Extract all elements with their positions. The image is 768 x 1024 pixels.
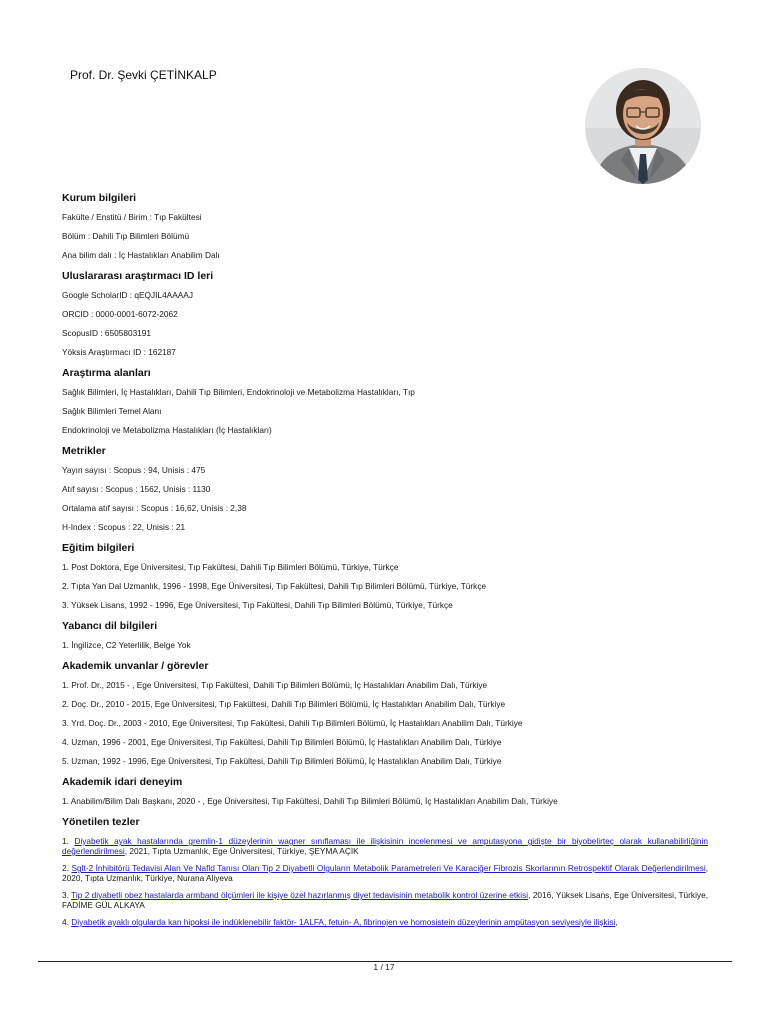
section-unvanlar <box>62 659 708 775</box>
section-tezler <box>62 815 708 927</box>
info-line: ScopusID : 6505803191 <box>62 328 152 338</box>
thesis-link[interactable]: Diyabetik ayak hastalarında gremlin-1 düzeylerinin wagner sınıflaması ile ilişkisinin incelenmesi ve amputasyona gidişte bir biyobelirteç olarak kullanabilirliğinin değerlendirilmesi <box>62 836 708 856</box>
info-line: Sağlık Bilimleri Temel Alanı <box>62 406 162 416</box>
thesis-link[interactable]: Sglt-2 İnhibitörü Tedavisi Alan Ve Nafld Tanısı Olan Tip 2 Diyabetli Olguların Metabolik Parametreleri Ve Karaciğer Fibrozis Skorlarının Retrospektif Olarak Değerlendirilmesi <box>71 863 706 873</box>
section-idari <box>62 775 708 815</box>
profile-photo <box>585 68 701 184</box>
section-title: Yabancı dil bilgileri <box>62 620 158 632</box>
thesis-number: 2. <box>62 863 72 873</box>
thesis-item <box>62 836 708 856</box>
thesis-details: , <box>615 917 618 927</box>
cv-content <box>62 191 708 934</box>
info-line: ORCID : 0000-0001-6072-2062 <box>62 309 178 319</box>
section-title: Eğitim bilgileri <box>62 542 135 554</box>
profile-photo-portrait <box>585 68 701 184</box>
section-yabanci-dil <box>62 619 708 659</box>
info-line: Atıf sayısı : Scopus : 1562, Unisis : 1130 <box>62 484 211 494</box>
info-line: Ana bilim dalı : İç Hastalıkları Anabilim Dalı <box>62 250 220 260</box>
section-kurum <box>62 191 708 269</box>
info-line: Fakülte / Enstitü / Birim : Tıp Fakültesi <box>62 212 202 222</box>
info-line: 1. Post Doktora, Ege Üniversitesi, Tıp Fakültesi, Dahili Tıp Bilimleri Bölümü, Türkiye, Türkçe <box>62 562 399 572</box>
info-line: Google ScholarID : qEQJIL4AAAAJ <box>62 290 193 300</box>
info-line: 1. Anabilim/Bilim Dalı Başkanı, 2020 - , Ege Üniversitesi, Tıp Fakültesi, Dahili Tıp Bilimleri Bölümü, İç Hastalıkları Anabilim Dalı, Türkiye <box>62 796 558 806</box>
section-title: Araştırma alanları <box>62 367 151 379</box>
info-line: Yöksis Araştırmacı ID : 162187 <box>62 347 176 357</box>
section-title: Akademik unvanlar / görevler <box>62 660 209 672</box>
thesis-link[interactable]: Tip 2 diyabetli obez hastalarda armband ölçümleri ile kişiye özel hazırlanmış diyet tedavisinin metabolik kontrol üzerine etkisi <box>71 890 529 900</box>
info-line: 5. Uzman, 1992 - 1996, Ege Üniversitesi, Tıp Fakültesi, Dahili Tıp Bilimleri Bölümü, İç Hastalıkları Anabilim Dalı, Türkiye <box>62 756 502 766</box>
section-uluslararasi <box>62 269 708 366</box>
info-line: 1. Prof. Dr., 2015 - , Ege Üniversitesi, Tıp Fakültesi, Dahili Tıp Bilimleri Bölümü, İç Hastalıkları Anabilim Dalı, Türkiye <box>62 680 488 690</box>
info-line: Sağlık Bilimleri, İç Hastalıkları, Dahili Tıp Bilimleri, Endokrinoloji ve Metabolizma Hastalıkları, Tıp <box>62 387 415 397</box>
person-name: Prof. Dr. Şevki ÇETİNKALP <box>70 68 217 82</box>
thesis-details: , 2016, Yüksek Lisans, Ege Üniversitesi, Türkiye, FADİME GÜL ALKAYA <box>62 890 708 910</box>
section-title: Kurum bilgileri <box>62 192 137 204</box>
thesis-details: , 2020, Tıpta Uzmanlık, Türkiye, Nurana Aliyeva <box>62 863 708 883</box>
info-line: 3. Yrd. Doç. Dr., 2003 - 2010, Ege Üniversitesi, Tıp Fakültesi, Dahili Tıp Bilimleri Bölümü, İç Hastalıkları Anabilim Dalı, Türkiye <box>62 718 523 728</box>
section-arastirma <box>62 366 708 444</box>
thesis-link[interactable]: Diyabetik ayaklı olgularda kan hipoksi ile indüklenebilir faktör- 1ALFA, fetuin- A, fibrinojen ve homosistein düzeylerinin ampütasyon seviyesiyle ilişkisi <box>71 917 616 927</box>
section-metrikler <box>62 444 708 541</box>
info-line: 2. Tıpta Yan Dal Uzmanlık, 1996 - 1998, Ege Üniversitesi, Tıp Fakültesi, Dahili Tıp Bilimleri Bölümü, Türkiye, Türkçe <box>62 581 487 591</box>
thesis-number: 1. <box>62 836 75 846</box>
info-line: Yayın sayısı : Scopus : 94, Unisis : 475 <box>62 465 206 475</box>
thesis-item <box>62 863 708 883</box>
info-line: 2. Doç. Dr., 2010 - 2015, Ege Üniversitesi, Tıp Fakültesi, Dahili Tıp Bilimleri Bölümü, İç Hastalıkları Anabilim Dalı, Türkiye <box>62 699 506 709</box>
section-title: Yönetilen tezler <box>62 816 140 828</box>
info-line: H-Index : Scopus : 22, Unisis : 21 <box>62 522 186 532</box>
thesis-item <box>62 917 708 927</box>
info-line: 3. Yüksek Lisans, 1992 - 1996, Ege Üniversitesi, Tıp Fakültesi, Dahili Tıp Bilimleri Bölümü, Türkiye, Türkçe <box>62 600 453 610</box>
thesis-number: 3. <box>62 890 72 900</box>
thesis-number: 4. <box>62 917 72 927</box>
thesis-item <box>62 890 708 910</box>
page-number: 1 / 17 <box>373 962 395 972</box>
info-line: Bölüm : Dahili Tıp Bilimleri Bölümü <box>62 231 190 241</box>
section-title: Uluslararası araştırmacı ID leri <box>62 270 214 282</box>
info-line: 1. İngilizce, C2 Yeterlilik, Belge Yok <box>62 640 191 650</box>
info-line: Endokrinoloji ve Metabolizma Hastalıkları (İç Hastalıkları) <box>62 425 272 435</box>
info-line: Ortalama atıf sayısı : Scopus : 16,62, Unisis : 2,38 <box>62 503 247 513</box>
section-egitim <box>62 541 708 619</box>
section-title: Metrikler <box>62 445 106 457</box>
info-line: 4. Uzman, 1996 - 2001, Ege Üniversitesi, Tıp Fakültesi, Dahili Tıp Bilimleri Bölümü, İç Hastalıkları Anabilim Dalı, Türkiye <box>62 737 502 747</box>
thesis-details: , 2021, Tıpta Uzmanlık, Ege Üniversitesi, Türkiye, ŞEYMA AÇIK <box>124 846 359 856</box>
section-title: Akademik idari deneyim <box>62 776 183 788</box>
